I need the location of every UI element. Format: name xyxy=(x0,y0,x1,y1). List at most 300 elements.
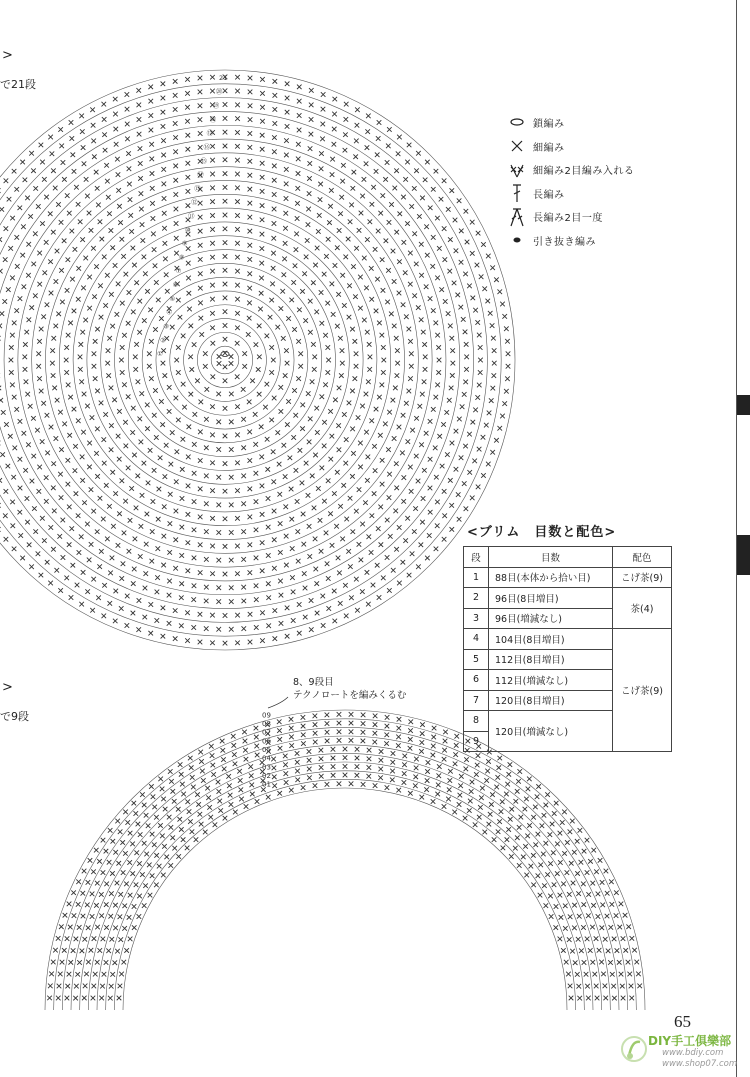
single-crochet-mark xyxy=(306,207,311,212)
single-crochet-mark xyxy=(155,590,160,595)
single-crochet-mark xyxy=(45,560,50,565)
single-crochet-mark xyxy=(18,533,23,538)
single-crochet-mark xyxy=(204,501,209,506)
single-crochet-mark xyxy=(278,385,283,390)
single-crochet-mark xyxy=(112,398,117,403)
single-crochet-mark xyxy=(453,762,458,767)
single-crochet-mark xyxy=(241,446,246,451)
single-crochet-mark xyxy=(473,308,478,313)
single-crochet-mark xyxy=(372,444,377,449)
single-crochet-mark xyxy=(164,272,169,277)
single-crochet-mark xyxy=(413,775,418,780)
single-crochet-mark xyxy=(147,863,152,868)
single-crochet-mark xyxy=(387,495,392,500)
single-crochet-mark xyxy=(338,601,343,606)
single-crochet-mark xyxy=(621,936,626,941)
single-crochet-mark xyxy=(49,425,54,430)
single-crochet-mark xyxy=(22,284,27,289)
single-crochet-mark xyxy=(23,342,28,347)
single-crochet-mark xyxy=(357,542,362,547)
single-crochet-mark xyxy=(271,449,276,454)
single-crochet-mark xyxy=(8,434,13,439)
single-crochet-mark xyxy=(381,576,386,581)
single-crochet-mark xyxy=(223,365,228,370)
single-crochet-mark xyxy=(409,489,414,494)
single-crochet-mark xyxy=(10,523,15,528)
single-crochet-mark xyxy=(0,188,1,193)
single-crochet-mark xyxy=(248,243,253,248)
single-crochet-mark xyxy=(313,783,318,788)
single-crochet-mark xyxy=(87,275,92,280)
single-crochet-mark xyxy=(153,388,158,393)
single-crochet-mark xyxy=(117,996,122,1001)
single-crochet-mark xyxy=(548,861,553,866)
single-crochet-mark xyxy=(103,303,108,308)
single-crochet-mark xyxy=(171,789,176,794)
single-crochet-mark xyxy=(210,89,215,94)
single-crochet-mark xyxy=(167,409,172,414)
single-crochet-mark xyxy=(229,447,234,452)
single-crochet-mark xyxy=(266,496,271,501)
single-crochet-mark xyxy=(45,302,50,307)
single-crochet-mark xyxy=(54,568,59,573)
single-crochet-mark xyxy=(23,178,28,183)
single-crochet-mark xyxy=(332,589,337,594)
single-crochet-mark xyxy=(64,370,69,375)
single-crochet-mark xyxy=(45,413,50,418)
single-crochet-mark xyxy=(337,228,342,233)
single-crochet-mark xyxy=(119,358,124,363)
single-crochet-mark xyxy=(464,342,469,347)
single-crochet-mark xyxy=(86,880,91,885)
table-row xyxy=(464,629,672,650)
single-crochet-mark xyxy=(303,615,308,620)
single-crochet-mark xyxy=(260,147,265,152)
single-crochet-mark xyxy=(271,266,276,271)
single-crochet-mark xyxy=(137,330,142,335)
single-crochet-mark xyxy=(447,787,452,792)
single-crochet-mark xyxy=(174,236,179,241)
single-crochet-mark xyxy=(494,438,499,443)
single-crochet-mark xyxy=(353,294,358,299)
single-crochet-mark xyxy=(140,872,145,877)
single-crochet-mark xyxy=(185,799,190,804)
single-crochet-mark xyxy=(257,324,262,329)
single-crochet-mark xyxy=(536,784,541,789)
single-crochet-mark xyxy=(91,996,96,1001)
single-crochet-mark xyxy=(315,430,320,435)
single-crochet-mark xyxy=(600,903,605,908)
single-crochet-mark xyxy=(332,97,337,102)
single-crochet-mark xyxy=(481,473,486,478)
single-crochet-mark xyxy=(250,792,255,797)
single-crochet-mark xyxy=(417,214,422,219)
stitch-ring xyxy=(0,111,474,608)
single-crochet-mark xyxy=(93,339,98,344)
single-crochet-mark xyxy=(148,893,153,898)
single-crochet-mark xyxy=(619,972,624,977)
single-crochet-mark xyxy=(17,206,22,211)
single-crochet-mark xyxy=(216,530,221,535)
single-crochet-mark xyxy=(603,937,608,942)
round-number-label: ⑩ xyxy=(184,225,191,234)
single-crochet-mark xyxy=(229,802,234,807)
single-crochet-mark xyxy=(121,870,126,875)
single-crochet-mark xyxy=(342,412,347,417)
single-crochet-mark xyxy=(410,428,415,433)
single-crochet-mark xyxy=(278,746,283,751)
single-crochet-mark xyxy=(126,394,131,399)
single-crochet-mark xyxy=(165,289,170,294)
single-crochet-mark xyxy=(321,107,326,112)
single-crochet-mark xyxy=(260,246,265,251)
single-crochet-mark xyxy=(121,960,126,965)
single-crochet-mark xyxy=(558,937,563,942)
single-crochet-mark xyxy=(235,461,240,466)
single-crochet-mark xyxy=(416,479,421,484)
brim-ring xyxy=(80,745,611,1010)
round-number-label: ⑰ xyxy=(206,129,214,138)
single-crochet-mark xyxy=(301,542,306,547)
single-crochet-mark xyxy=(559,915,564,920)
single-crochet-mark xyxy=(41,401,46,406)
single-crochet-mark xyxy=(331,756,336,761)
single-crochet-mark xyxy=(260,105,265,110)
single-crochet-mark xyxy=(161,606,166,611)
single-crochet-mark xyxy=(491,336,496,341)
single-crochet-mark xyxy=(494,277,499,282)
single-crochet-mark xyxy=(361,730,366,735)
single-crochet-mark xyxy=(457,517,462,522)
single-crochet-mark xyxy=(420,731,425,736)
single-crochet-mark xyxy=(161,82,166,87)
single-crochet-mark xyxy=(187,809,192,814)
single-crochet-mark xyxy=(432,726,437,731)
single-crochet-mark xyxy=(435,383,440,388)
single-crochet-mark xyxy=(205,786,210,791)
stitch-cell: 88目(本体から拾い目) xyxy=(489,567,613,588)
single-crochet-mark xyxy=(161,873,166,878)
single-crochet-mark xyxy=(281,336,286,341)
single-crochet-mark xyxy=(365,145,370,150)
single-crochet-mark xyxy=(173,135,178,140)
single-crochet-mark xyxy=(161,563,166,568)
single-crochet-mark xyxy=(369,418,374,423)
single-crochet-mark xyxy=(376,136,381,141)
single-crochet-mark xyxy=(129,229,134,234)
single-crochet-mark xyxy=(178,315,183,320)
single-crochet-mark xyxy=(210,283,215,288)
single-crochet-mark xyxy=(102,255,107,260)
single-crochet-mark xyxy=(210,488,215,493)
single-crochet-mark xyxy=(154,853,159,858)
single-crochet-mark xyxy=(260,203,265,208)
single-crochet-mark xyxy=(586,996,591,1001)
single-crochet-mark xyxy=(454,248,459,253)
single-crochet-mark xyxy=(247,257,252,262)
single-crochet-mark xyxy=(185,638,190,643)
single-crochet-mark xyxy=(448,769,453,774)
single-crochet-mark xyxy=(66,458,71,463)
single-crochet-mark xyxy=(373,783,378,788)
single-crochet-mark xyxy=(179,827,184,832)
single-crochet-mark xyxy=(282,272,287,277)
single-crochet-mark xyxy=(198,750,203,755)
single-crochet-mark xyxy=(609,879,614,884)
single-crochet-mark xyxy=(14,235,19,240)
single-crochet-mark xyxy=(266,553,271,558)
single-crochet-mark xyxy=(173,107,178,112)
single-crochet-mark xyxy=(176,807,181,812)
single-crochet-mark xyxy=(419,317,424,322)
single-crochet-mark xyxy=(104,483,109,488)
single-crochet-mark xyxy=(459,774,464,779)
single-crochet-mark xyxy=(581,902,586,907)
single-crochet-mark xyxy=(210,613,215,618)
single-crochet-mark xyxy=(73,444,78,449)
single-crochet-mark xyxy=(152,413,157,418)
single-crochet-mark xyxy=(115,881,120,886)
single-crochet-mark xyxy=(167,550,172,555)
single-crochet-mark xyxy=(296,376,301,381)
single-crochet-mark xyxy=(517,769,522,774)
single-crochet-mark xyxy=(375,563,380,568)
single-crochet-mark xyxy=(79,379,84,384)
single-crochet-mark xyxy=(490,792,495,797)
single-crochet-mark xyxy=(153,327,158,332)
single-crochet-mark xyxy=(126,466,131,471)
single-crochet-mark xyxy=(408,728,413,733)
single-crochet-mark xyxy=(442,804,447,809)
single-crochet-mark xyxy=(93,972,98,977)
single-crochet-mark xyxy=(199,316,204,321)
stitch-ring xyxy=(211,346,239,374)
single-crochet-mark xyxy=(115,819,120,824)
single-crochet-mark xyxy=(392,324,397,329)
single-crochet-mark xyxy=(223,268,228,273)
single-crochet-mark xyxy=(344,614,349,619)
single-crochet-mark xyxy=(371,583,376,588)
single-crochet-mark xyxy=(235,404,240,409)
single-crochet-mark xyxy=(354,577,359,582)
single-crochet-mark xyxy=(56,936,61,941)
single-crochet-mark xyxy=(229,530,234,535)
single-crochet-mark xyxy=(179,553,184,558)
single-crochet-mark xyxy=(161,124,166,129)
single-crochet-mark xyxy=(208,815,213,820)
single-crochet-mark xyxy=(271,757,276,762)
single-crochet-mark xyxy=(130,430,135,435)
single-crochet-mark xyxy=(329,188,334,193)
single-crochet-mark xyxy=(210,544,215,549)
single-crochet-mark xyxy=(186,133,191,138)
single-crochet-mark xyxy=(272,509,277,514)
single-crochet-mark xyxy=(199,759,204,764)
single-crochet-mark xyxy=(1,410,6,415)
single-crochet-mark xyxy=(235,326,240,331)
single-crochet-mark xyxy=(259,455,264,460)
single-crochet-mark xyxy=(188,355,193,360)
single-crochet-mark xyxy=(134,882,139,887)
single-crochet-mark xyxy=(169,462,174,467)
single-crochet-mark xyxy=(497,819,502,824)
single-crochet-mark xyxy=(353,376,358,381)
single-crochet-mark xyxy=(102,972,107,977)
single-crochet-mark xyxy=(612,937,617,942)
single-crochet-mark xyxy=(380,333,385,338)
single-crochet-mark xyxy=(422,342,427,347)
single-crochet-mark xyxy=(634,960,639,965)
single-crochet-mark xyxy=(92,936,97,941)
single-crochet-mark xyxy=(307,749,312,754)
single-crochet-mark xyxy=(473,822,478,827)
single-crochet-mark xyxy=(358,275,363,280)
single-crochet-mark xyxy=(107,601,112,606)
single-crochet-mark xyxy=(125,107,130,112)
single-crochet-mark xyxy=(162,196,167,201)
single-crochet-mark xyxy=(158,777,163,782)
single-crochet-mark xyxy=(482,830,487,835)
single-crochet-mark xyxy=(265,437,270,442)
single-crochet-mark xyxy=(360,404,365,409)
single-crochet-mark xyxy=(561,948,566,953)
single-crochet-mark xyxy=(435,792,440,797)
single-crochet-mark xyxy=(457,802,462,807)
single-crochet-mark xyxy=(125,820,130,825)
single-crochet-mark xyxy=(39,327,44,332)
single-crochet-mark xyxy=(27,317,32,322)
single-crochet-mark xyxy=(531,883,536,888)
single-crochet-mark xyxy=(285,361,290,366)
single-crochet-mark xyxy=(608,960,613,965)
single-crochet-mark xyxy=(68,321,73,326)
single-crochet-mark xyxy=(223,102,228,107)
single-crochet-mark xyxy=(355,107,360,112)
single-crochet-mark xyxy=(478,370,483,375)
single-crochet-mark xyxy=(301,724,306,729)
single-crochet-mark xyxy=(297,99,302,104)
single-crochet-mark xyxy=(85,404,90,409)
single-crochet-mark xyxy=(269,345,274,350)
single-crochet-mark xyxy=(67,433,72,438)
single-crochet-mark xyxy=(248,187,253,192)
single-crochet-mark xyxy=(365,237,370,242)
single-crochet-mark xyxy=(127,915,132,920)
single-crochet-mark xyxy=(185,610,190,615)
round-number-label: ⑭ xyxy=(197,170,204,179)
single-crochet-mark xyxy=(579,860,584,865)
single-crochet-mark xyxy=(109,292,114,297)
single-crochet-mark xyxy=(259,276,264,281)
single-crochet-mark xyxy=(154,280,159,285)
single-crochet-mark xyxy=(55,398,60,403)
header-round: 段 xyxy=(464,547,489,568)
single-crochet-mark xyxy=(448,324,453,329)
single-crochet-mark xyxy=(10,276,15,281)
single-crochet-mark xyxy=(139,207,144,212)
single-crochet-mark xyxy=(355,747,360,752)
single-crochet-mark xyxy=(210,516,215,521)
single-crochet-mark xyxy=(107,336,112,341)
single-crochet-mark xyxy=(235,613,240,618)
single-crochet-mark xyxy=(235,269,240,274)
single-crochet-mark xyxy=(152,805,157,810)
single-crochet-mark xyxy=(312,367,317,372)
single-crochet-mark xyxy=(365,330,370,335)
single-crochet-mark xyxy=(260,232,265,237)
single-crochet-mark xyxy=(95,186,100,191)
single-crochet-mark xyxy=(588,948,593,953)
single-crochet-mark xyxy=(425,160,430,165)
single-crochet-mark xyxy=(268,315,273,320)
single-crochet-mark xyxy=(358,441,363,446)
single-crochet-mark xyxy=(254,342,259,347)
single-crochet-mark xyxy=(127,182,132,187)
single-crochet-mark xyxy=(325,739,330,744)
single-crochet-mark xyxy=(346,237,351,242)
single-crochet-mark xyxy=(435,500,440,505)
stitch-cell: 96目(8目増目) xyxy=(489,588,613,609)
single-crochet-mark xyxy=(12,169,17,174)
single-crochet-mark xyxy=(44,475,49,480)
single-crochet-mark xyxy=(312,506,317,511)
single-crochet-mark xyxy=(336,423,341,428)
single-crochet-mark xyxy=(424,431,429,436)
single-crochet-mark xyxy=(454,467,459,472)
single-crochet-mark xyxy=(314,581,319,586)
single-crochet-mark xyxy=(243,748,248,753)
double-crochet-decrease-icon xyxy=(505,207,529,227)
single-crochet-mark xyxy=(210,213,215,218)
single-crochet-mark xyxy=(254,597,259,602)
single-crochet-mark xyxy=(60,300,65,305)
single-crochet-mark xyxy=(592,972,597,977)
round-number-label: ⑬ xyxy=(194,184,201,193)
single-crochet-mark xyxy=(176,345,181,350)
single-crochet-mark xyxy=(571,881,576,886)
single-crochet-mark xyxy=(330,434,335,439)
single-crochet-mark xyxy=(78,355,83,360)
top-chart-round-count: で21段 xyxy=(0,78,36,91)
stitch-ring xyxy=(4,139,446,581)
single-crochet-mark xyxy=(338,504,343,509)
single-crochet-mark xyxy=(575,871,580,876)
single-crochet-mark xyxy=(85,903,90,908)
single-crochet-mark xyxy=(572,850,577,855)
single-crochet-mark xyxy=(58,588,63,593)
single-crochet-mark xyxy=(223,309,228,314)
single-crochet-mark xyxy=(149,113,154,118)
single-crochet-mark xyxy=(487,411,492,416)
single-crochet-mark xyxy=(320,594,325,599)
single-crochet-mark xyxy=(53,948,58,953)
single-crochet-mark xyxy=(319,774,324,779)
single-crochet-mark xyxy=(346,549,351,554)
single-crochet-mark xyxy=(350,389,355,394)
single-crochet-mark xyxy=(134,850,139,855)
single-crochet-mark xyxy=(397,212,402,217)
single-crochet-mark xyxy=(223,130,228,135)
single-crochet-mark xyxy=(203,351,208,356)
single-crochet-mark xyxy=(579,948,584,953)
single-crochet-mark xyxy=(147,351,152,356)
single-crochet-mark xyxy=(223,544,228,549)
single-crochet-mark xyxy=(259,424,264,429)
single-crochet-mark xyxy=(149,128,154,133)
single-crochet-mark xyxy=(181,837,186,842)
single-crochet-mark xyxy=(595,996,600,1001)
single-crochet-mark xyxy=(156,298,161,303)
